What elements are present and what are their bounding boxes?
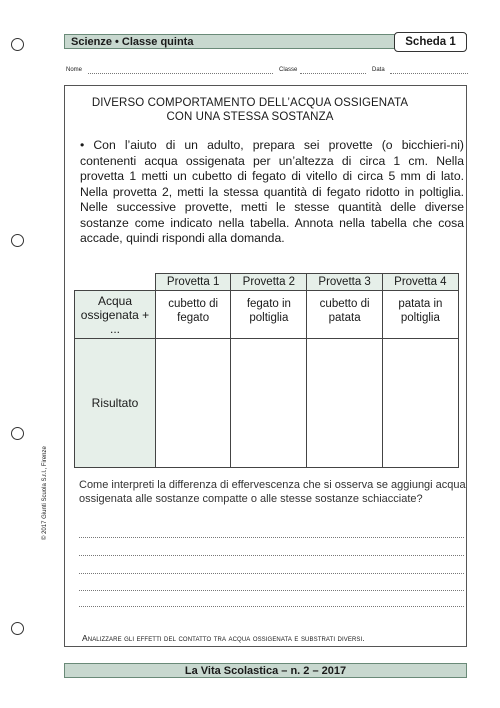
- classe-label: Classe: [279, 67, 298, 73]
- substance-cell: fegato in poltiglia: [231, 291, 307, 339]
- column-header: Provetta 1: [156, 274, 231, 291]
- binder-hole-top: [11, 38, 24, 51]
- binder-hole-upper-middle: [11, 234, 24, 247]
- experiment-table: [74, 273, 459, 468]
- result-cell[interactable]: [231, 339, 307, 468]
- column-header: Provetta 3: [307, 274, 382, 291]
- substance-cell: patata in poltiglia: [382, 291, 458, 339]
- substance-cell: cubetto di fegato: [156, 291, 231, 339]
- binder-hole-bottom: [11, 622, 24, 635]
- table-corner: [75, 274, 156, 291]
- instructions-paragraph: • Con l’aiuto di un adulto, prepara sei provette (o bicchieri-ni) contenenti acqua ossigenata per un’altezza di circa 1 cm. Nella provetta 1 metti un cubetto di fegato di vitello di circa 5 mm di lato. Nella provetta 2, metti la stessa quantità di fegato ridotto in poltiglia. Nelle successive provette, metti le stesse quantità delle diverse sostanze come indicato nella tabella. Annota nella tabella che cosa accade, quindi rispondi alla domanda.: [80, 138, 464, 245]
- worksheet-title-line1: DIVERSO COMPORTAMENTO DELL’ACQUA OSSIGENATA: [91, 97, 409, 109]
- answer-line[interactable]: [79, 606, 464, 607]
- question-text: Come interpreti la differenza di effervescenza che si osserva se aggiungi acqua ossigenata alle sostanze compatte o alle stesse sostanze schiacciate?: [79, 479, 466, 505]
- header-bar: [64, 34, 467, 49]
- answer-line[interactable]: [79, 590, 464, 591]
- nome-field[interactable]: [88, 73, 273, 74]
- data-field[interactable]: [390, 73, 468, 74]
- objective-footnote: Analizzare gli effetti del contatto tra acqua ossigenata e substrati diversi.: [82, 633, 365, 643]
- row-label-substance: Acqua ossigenata + ...: [75, 291, 156, 339]
- footer-bar: La Vita Scolastica – n. 2 – 2017: [64, 663, 467, 678]
- nome-label: Nome: [66, 67, 83, 73]
- copyright-notice: © 2017 Giunti Scuola S.r.l., Firenze: [42, 446, 48, 540]
- result-cell[interactable]: [382, 339, 458, 468]
- worksheet-title-line2: CON UNA STESSA SOSTANZA: [166, 111, 334, 123]
- answer-line[interactable]: [79, 537, 464, 538]
- data-label: Data: [372, 67, 385, 73]
- answer-line[interactable]: [79, 555, 464, 556]
- result-cell[interactable]: [307, 339, 382, 468]
- row-label-result: Risultato: [75, 339, 156, 468]
- substance-cell: cubetto di patata: [307, 291, 382, 339]
- binder-hole-lower-middle: [11, 427, 24, 440]
- subject-label: Scienze • Classe quinta: [71, 36, 194, 48]
- scheda-badge: Scheda 1: [394, 32, 467, 52]
- student-info-row: [66, 67, 468, 79]
- column-header: Provetta 4: [382, 274, 458, 291]
- column-header: Provetta 2: [231, 274, 307, 291]
- result-cell[interactable]: [156, 339, 231, 468]
- answer-line[interactable]: [79, 573, 464, 574]
- classe-field[interactable]: [300, 73, 366, 74]
